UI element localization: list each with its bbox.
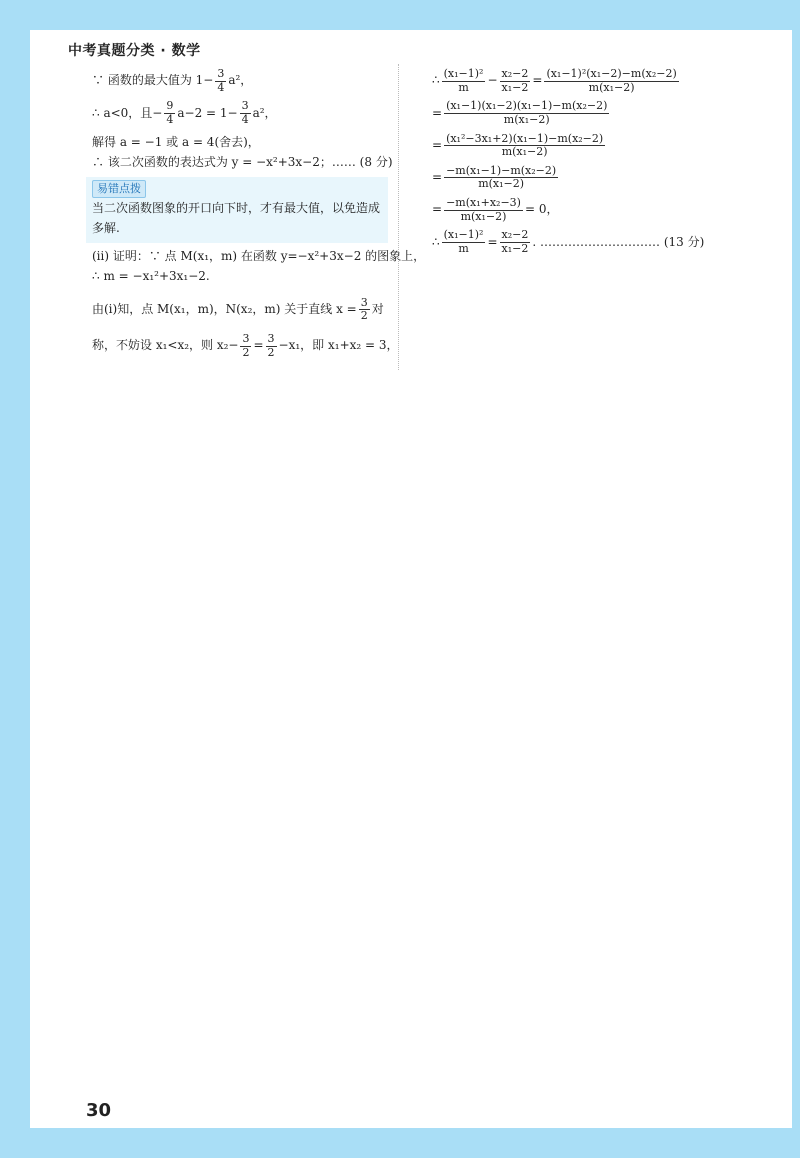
right-column bbox=[432, 68, 752, 256]
symmetry-line: 由(ⅰ)知，点 M(x₁，m)，N(x₂，m) 关于直线 x = $\frac{3}{2}$ 对 bbox=[92, 295, 384, 323]
fraction: $\frac{3}{4}$ bbox=[217, 67, 225, 94]
fraction: $\frac{\text{x₂−2}}{\text{x₁−2}}$ bbox=[501, 67, 529, 94]
column-divider bbox=[398, 64, 399, 370]
fraction: $\frac{3}{2}$ bbox=[267, 331, 275, 359]
fraction: $\frac{\text{(x₁−1)²}}{m}$ bbox=[443, 228, 484, 256]
fraction: $\frac{9}{4}$ bbox=[166, 99, 174, 126]
page-header-title: 中考真题分类 · 数学 bbox=[68, 43, 201, 59]
assumption-line: 称，不妨设 x₁<x₂，则 x₂− $\frac{3}{2}$ = $\frac{3}{2}$ −x₁，即 x₁+x₂ = 3， bbox=[92, 331, 399, 359]
error-tip-box bbox=[86, 177, 388, 243]
derivation-step-5: = $\frac{\text{−m(x₁+x₂−3)}}{\text{m(x₁−2)}}$ = 0， bbox=[432, 196, 559, 223]
page-number: 30 bbox=[86, 1100, 112, 1121]
fraction: $\frac{\text{x₂−2}}{\text{x₁−2}}$ bbox=[501, 228, 529, 256]
max-value-line: ∵ 函数的最大值为 1− $\frac{3}{4}$ a²， bbox=[92, 67, 253, 94]
equation-line: ∴ a<0，且− $\frac{9}{4}$ a−2 = 1− $\frac{3}{4}$ a²， bbox=[92, 99, 277, 126]
m-expression-line: ∴ m = −x₁²+3x₁−2. bbox=[92, 268, 210, 283]
fraction: $\frac{3}{4}$ bbox=[241, 99, 249, 126]
left-column bbox=[92, 67, 426, 359]
expression-line: ∴ 该二次函数的表达式为 y = −x²+3x−2；…… (8 分) bbox=[92, 154, 393, 169]
conclusion-line: ∴ $\frac{\text{(x₁−1)²}}{m}$ = $\frac{\text{x₂−2}}{\text{x₁−2}}$ . ………………………… (13 分) bbox=[432, 228, 705, 256]
fraction: $\frac{\text{−m(x₁+x₂−3)}}{\text{m(x₁−2)}}$ bbox=[446, 196, 521, 223]
error-tip-text: 当二次函数图象的开口向下时，才有最大值，以免造成多解. bbox=[92, 200, 381, 236]
page-frame-right bbox=[792, 0, 800, 1158]
fraction: $\frac{\text{(x₁−1)(x₁−2)(x₁−1)−m(x₂−2)}}{\text{m(x₁−2)}}$ bbox=[446, 99, 608, 126]
derivation-step-2: = $\frac{\text{(x₁−1)(x₁−2)(x₁−1)−m(x₂−2)}}{\text{m(x₁−2)}}$ bbox=[432, 99, 608, 126]
fraction: $\frac{\text{(x₁²−3x₁+2)(x₁−1)−m(x₂−2)}}{\text{m(x₁−2)}}$ bbox=[446, 131, 604, 159]
fraction: $\frac{\text{−m(x₁−1)−m(x₂−2)}}{\text{m(x₁−2)}}$ bbox=[446, 163, 557, 191]
derivation-step-4: = $\frac{\text{−m(x₁−1)−m(x₂−2)}}{\text{m(x₁−2)}}$ bbox=[432, 163, 557, 191]
error-tip-badge: 易错点拨 bbox=[92, 180, 146, 198]
page-frame-top bbox=[0, 0, 800, 30]
proof-line: (ⅱ) 证明：∵ 点 M(x₁，m) 在函数 y=−x²+3x−2 的图象上， bbox=[92, 248, 426, 263]
page-frame-left bbox=[0, 0, 30, 1158]
fraction: $\frac{\text{(x₁−1)²}}{m}$ bbox=[443, 67, 484, 94]
page-frame-bottom bbox=[0, 1128, 800, 1158]
fraction: $\frac{3}{2}$ bbox=[242, 331, 250, 359]
fraction: $\frac{3}{2}$ bbox=[360, 295, 368, 323]
derivation-step-1: ∴ $\frac{\text{(x₁−1)²}}{m}$ − $\frac{\text{x₂−2}}{\text{x₁−2}}$ = $\frac{\text{(x₁−1)²(x₁−2)−m(x₂−2)}}{\text{m(x₁−2)}}$ bbox=[432, 67, 677, 94]
derivation-step-3: = $\frac{\text{(x₁²−3x₁+2)(x₁−1)−m(x₂−2)}}{\text{m(x₁−2)}}$ bbox=[432, 131, 604, 159]
solution-line: 解得 a = −1 或 a = 4(舍去)， bbox=[92, 134, 260, 149]
fraction: $\frac{\text{(x₁−1)²(x₁−2)−m(x₂−2)}}{\text{m(x₁−2)}}$ bbox=[546, 67, 677, 94]
